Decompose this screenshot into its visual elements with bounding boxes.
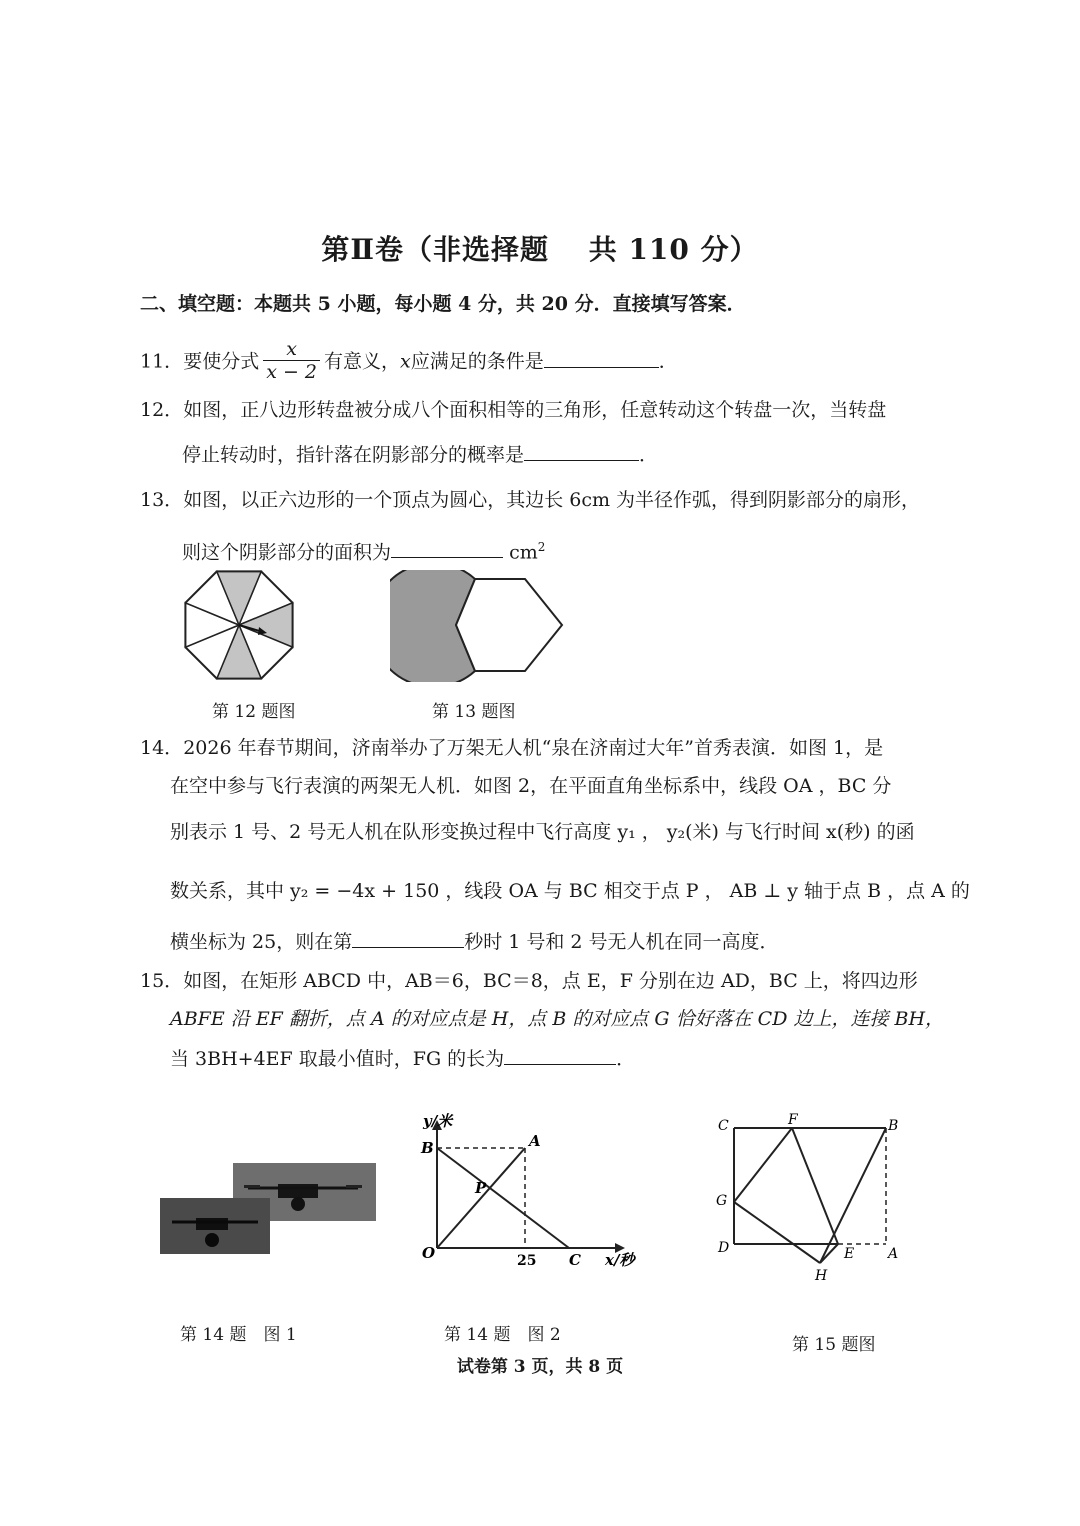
q15-answer-blank[interactable] <box>504 1044 616 1065</box>
segment-BC <box>437 1148 569 1248</box>
drone-photos-figure <box>158 1160 378 1260</box>
q14-text1: 2026 年春节期间，济南举办了万架无人机“泉在济南过大年”首秀表演．如图 1，是 <box>183 737 884 759</box>
q15-text2: ABFE 沿 EF 翻折，点 A 的对应点是 H，点 B 的对应点 G 恰好落在 CD 边上，连接 BH， <box>170 1008 945 1030</box>
q11-fraction <box>263 338 320 383</box>
q11-end: ． <box>658 350 678 373</box>
q12-number: 12． <box>140 399 184 421</box>
question-13-line2 <box>182 533 545 566</box>
q13-text1: 如图，以正六边形的一个顶点为圆心，其边长 6cm 为半径作弧，得到阴影部分的扇形， <box>183 489 921 511</box>
drone-body-front <box>196 1218 228 1230</box>
q15-text3a: 当 3BH+4EF 取最小值时，FG 的长为 <box>170 1048 505 1070</box>
q14-text3: 别表示 1 号、2 号无人机在队形变换过程中飞行高度 y₁ ， y₂(米) 与飞行时间 x(秒) 的函 <box>170 821 915 843</box>
q13-answer-blank[interactable] <box>391 537 503 558</box>
fold-line-EF <box>792 1128 838 1244</box>
octagon-spinner <box>185 571 292 678</box>
label-A: A <box>888 1246 899 1262</box>
segment-FG <box>734 1128 792 1202</box>
fig13-caption: 第 13 题图 <box>432 702 516 722</box>
page-title: 第Ⅱ卷（非选择题 共 110 分） <box>321 233 759 266</box>
label-P: P <box>475 1179 487 1197</box>
question-15-line1 <box>140 967 918 995</box>
segment-BH <box>820 1128 886 1263</box>
label-F: F <box>788 1112 798 1128</box>
label-B: B <box>888 1118 899 1134</box>
q14-text5b: 秒时 1 号和 2 号无人机在同一高度． <box>464 931 779 953</box>
section-heading: 二、填空题：本题共 5 小题，每小题 4 分，共 20 分．直接填写答案． <box>140 293 746 315</box>
label-B: B <box>421 1139 434 1157</box>
q11-mid: 有意义， <box>324 350 401 373</box>
q15-number: 15． <box>140 970 184 992</box>
rotor-back-right <box>346 1185 362 1188</box>
q14-text4: 数关系，其中 y₂ = −4x + 150 ，线段 OA 与 BC 相交于点 P ， AB ⊥ y 轴于点 B ，点 A 的 <box>170 880 970 902</box>
fig14-1-caption: 第 14 题 图 1 <box>180 1325 297 1345</box>
hexagon-sector-figure <box>390 570 570 682</box>
q15-text3b: ． <box>616 1048 636 1070</box>
q14-number: 14． <box>140 737 184 759</box>
q14-text5a: 横坐标为 25，则在第 <box>170 931 353 953</box>
q12-answer-blank[interactable] <box>524 440 639 461</box>
tick-25: 25 <box>517 1253 537 1268</box>
question-14-line5 <box>170 927 779 956</box>
label-G: G <box>716 1193 728 1209</box>
question-14-line1 <box>140 734 883 762</box>
segment-OA <box>437 1148 525 1248</box>
q11-after: 应满足的条件是 <box>410 350 544 373</box>
regular-hexagon <box>456 579 562 671</box>
q11-fraction-numerator: x <box>263 338 320 361</box>
drone-camera-front <box>205 1233 219 1247</box>
rotor-back-left <box>244 1185 260 1188</box>
q11-number: 11． <box>140 350 184 373</box>
label-A: A <box>529 1132 541 1150</box>
q14-text2: 在空中参与飞行表演的两架无人机．如图 2，在平面直角坐标系中，线段 OA ，BC 分 <box>170 775 892 797</box>
q11-before: 要使分式 <box>183 350 260 373</box>
q11-answer-blank[interactable] <box>544 347 659 368</box>
drone-photo-front <box>160 1198 270 1254</box>
q13-unit-exponent: 2 <box>537 540 546 554</box>
q13-number: 13． <box>140 489 184 511</box>
coordinate-graph <box>405 1108 655 1268</box>
q11-var: x <box>400 350 411 373</box>
label-C: C <box>569 1251 581 1268</box>
label-C: C <box>718 1118 729 1134</box>
fig15-caption: 第 15 题图 <box>792 1335 876 1355</box>
label-H: H <box>815 1268 828 1284</box>
q12-text1: 如图，正八边形转盘被分成八个面积相等的三角形，任意转动这个转盘一次，当转盘 <box>183 399 887 421</box>
question-13-line1 <box>140 486 920 514</box>
fig12-caption: 第 12 题图 <box>212 702 296 722</box>
question-11 <box>140 340 678 385</box>
label-D: D <box>718 1240 730 1256</box>
segment-GH <box>734 1202 820 1263</box>
question-12-line2 <box>182 440 658 469</box>
q12-end: ． <box>639 444 659 466</box>
label-E: E <box>844 1246 855 1262</box>
label-O: O <box>422 1244 436 1262</box>
x-axis-label: x/秒 <box>605 1251 635 1268</box>
drone-camera-back <box>291 1197 305 1211</box>
question-15-line3 <box>170 1044 635 1073</box>
page-footer: 试卷第 3 页，共 8 页 <box>456 1357 624 1377</box>
q13-unit: cm <box>509 541 538 564</box>
question-12-line1 <box>140 396 886 424</box>
q13-text2: 则这个阴影部分的面积为 <box>182 541 392 564</box>
q14-answer-blank[interactable] <box>352 927 464 948</box>
y-axis-label: y/米 <box>423 1112 453 1130</box>
octagon-spinner-figure <box>175 570 305 680</box>
q15-text1: 如图，在矩形 ABCD 中，AB＝6，BC＝8，点 E，F 分别在边 AD，BC 上，将四边形 <box>183 970 918 992</box>
q11-fraction-denominator: x − 2 <box>266 361 318 383</box>
q12-text2: 停止转动时，指针落在阴影部分的概率是 <box>182 444 525 466</box>
fig14-2-caption: 第 14 题 图 2 <box>444 1325 561 1345</box>
rectangle-fold-figure <box>712 1112 912 1292</box>
hexagon-sector <box>390 570 562 682</box>
drone-body-back <box>278 1184 318 1198</box>
